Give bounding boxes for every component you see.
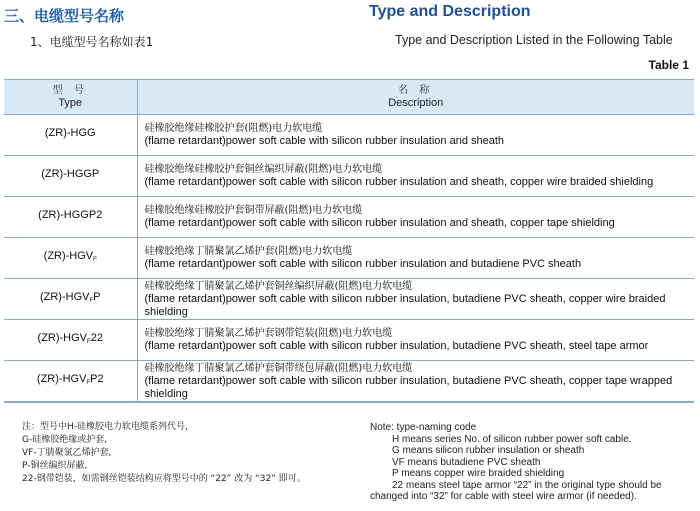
description-header-cn: 名 称 [398, 85, 434, 96]
cable-type-table [4, 79, 694, 403]
description-header-en: Description [388, 97, 444, 109]
model-subscript: F [87, 338, 91, 345]
model-suffix: 22 [90, 331, 103, 344]
table-header-row [4, 80, 694, 115]
table-row [4, 320, 694, 361]
description-cn: 硅橡胶绝缘丁腈聚氯乙烯护套(阻燃)电力软电缆 [144, 246, 353, 257]
section-title-cn: 三、电缆型号名称 [4, 7, 125, 25]
type-header-en: Type [58, 97, 83, 109]
note-en-title: Note: type-naming code [370, 422, 477, 433]
table-row [4, 361, 694, 403]
description-cn: 硅橡胶绝缘硅橡胶护套铜带屏蔽(阻燃)电力软电缆 [144, 205, 363, 216]
note-en-last [370, 480, 696, 503]
note-en-line: VF means butadiene PVC sheath [392, 456, 541, 468]
model-suffix: P2 [90, 372, 104, 385]
note-cn-line: 注：型号中H-硅橡胶电力软电缆系列代号, [22, 422, 188, 432]
model-code: (ZR)-HGV [36, 372, 87, 385]
table-label: Table 1 [648, 58, 689, 72]
description-cell [137, 361, 694, 403]
type-cell [4, 156, 137, 197]
notes-en [370, 422, 696, 503]
type-column-header [4, 80, 137, 115]
model-code: (ZR)-HGG [44, 126, 96, 139]
description-cell [137, 115, 694, 156]
table-row [4, 156, 694, 197]
description-cell [137, 238, 694, 279]
note-en-line: G means silicon rubber insulation or sheath [392, 445, 585, 456]
type-cell [4, 361, 137, 403]
type-cell [4, 238, 137, 279]
table-row [4, 197, 694, 238]
description-en: (flame retardant)power soft cable with silicon rubber insulation and sheath, copper tape shielding [144, 217, 615, 229]
model-subscript: F [89, 297, 94, 304]
description-en: (flame retardant)power soft cable with silicon rubber insulation, butadiene PVC sheath, steel tape armor [144, 340, 649, 352]
table-row [4, 238, 694, 279]
description-cell [137, 156, 694, 197]
model-subscript: F [93, 256, 97, 263]
notes-cn [22, 421, 306, 486]
description-en: (flame retardant)power soft cable with silicon rubber insulation, butadiene PVC sheath, copper tape wrapped shielding [144, 374, 673, 400]
model-code: (ZR)-HGGP [41, 167, 100, 180]
type-cell [4, 320, 137, 361]
table-row [4, 279, 694, 320]
table-row [4, 115, 694, 156]
description-cn: 硅橡胶绝缘硅橡胶护套(阻燃)电力软电缆 [144, 123, 323, 134]
description-column-header [137, 80, 694, 115]
note-cn-line: P-铜丝编织屏蔽, [22, 461, 88, 471]
description-en: (flame retardant)power soft cable with silicon rubber insulation and sheath, copper wire braided shielding [144, 176, 654, 188]
note-en-last-text: 22 means steel tape armor “22” in the original type should be changed into “32” for cable with steel wire armor (if needed). [370, 479, 662, 502]
note-cn-line: 22-钢带铠装，如需钢丝铠装结构应将型号中的 “22” 改为 “32” 即可。 [22, 474, 306, 484]
description-en: (flame retardant)power soft cable with silicon rubber insulation and butadiene PVC sheath [144, 258, 582, 270]
type-header-cn: 型 号 [52, 85, 88, 96]
subtitle-cn: 1、电缆型号名称如表1 [30, 35, 154, 49]
type-cell [4, 279, 137, 320]
model-code: (ZR)-HGV [37, 331, 88, 344]
description-cn: 硅橡胶绝缘丁腈聚氯乙烯护套铜带绕包屏蔽(阻燃)电力软电缆 [144, 362, 413, 374]
note-cn-line: VF-丁腈聚氯乙烯护套, [22, 448, 112, 458]
model-suffix: P [93, 290, 101, 303]
section-title-en: Type and Description [369, 3, 531, 20]
description-cell [137, 197, 694, 238]
type-cell [4, 115, 137, 156]
model-code: (ZR)-HGGP2 [38, 208, 103, 221]
note-en-line: H means series No. of silicon rubber power soft cable. [392, 433, 632, 445]
type-cell [4, 197, 137, 238]
model-code: (ZR)-HGV [39, 290, 90, 303]
description-cn: 硅橡胶绝缘丁腈聚氯乙烯护套铜丝编织屏蔽(阻燃)电力软电缆 [144, 280, 413, 292]
description-cell [137, 279, 694, 320]
description-cn: 硅橡胶绝缘硅橡胶护套铜丝编织屏蔽(阻燃)电力软电缆 [144, 164, 383, 175]
subtitle-en: Type and Description Listed in the Following Table [395, 33, 673, 47]
model-subscript: F [86, 379, 91, 386]
note-en-line: P means copper wire braided shielding [392, 468, 565, 479]
note-cn-line: G-硅橡胶绝缘或护套, [22, 435, 108, 445]
description-cell [137, 320, 694, 361]
description-en: (flame retardant)power soft cable with silicon rubber insulation, butadiene PVC sheath, copper wire braided shielding [144, 292, 666, 318]
model-code: (ZR)-HGV [43, 249, 94, 262]
description-cn: 硅橡胶绝缘丁腈聚氯乙烯护套钢带铠装(阻燃)电力软电缆 [144, 328, 393, 339]
description-en: (flame retardant)power soft cable with silicon rubber insulation and sheath [144, 135, 505, 147]
